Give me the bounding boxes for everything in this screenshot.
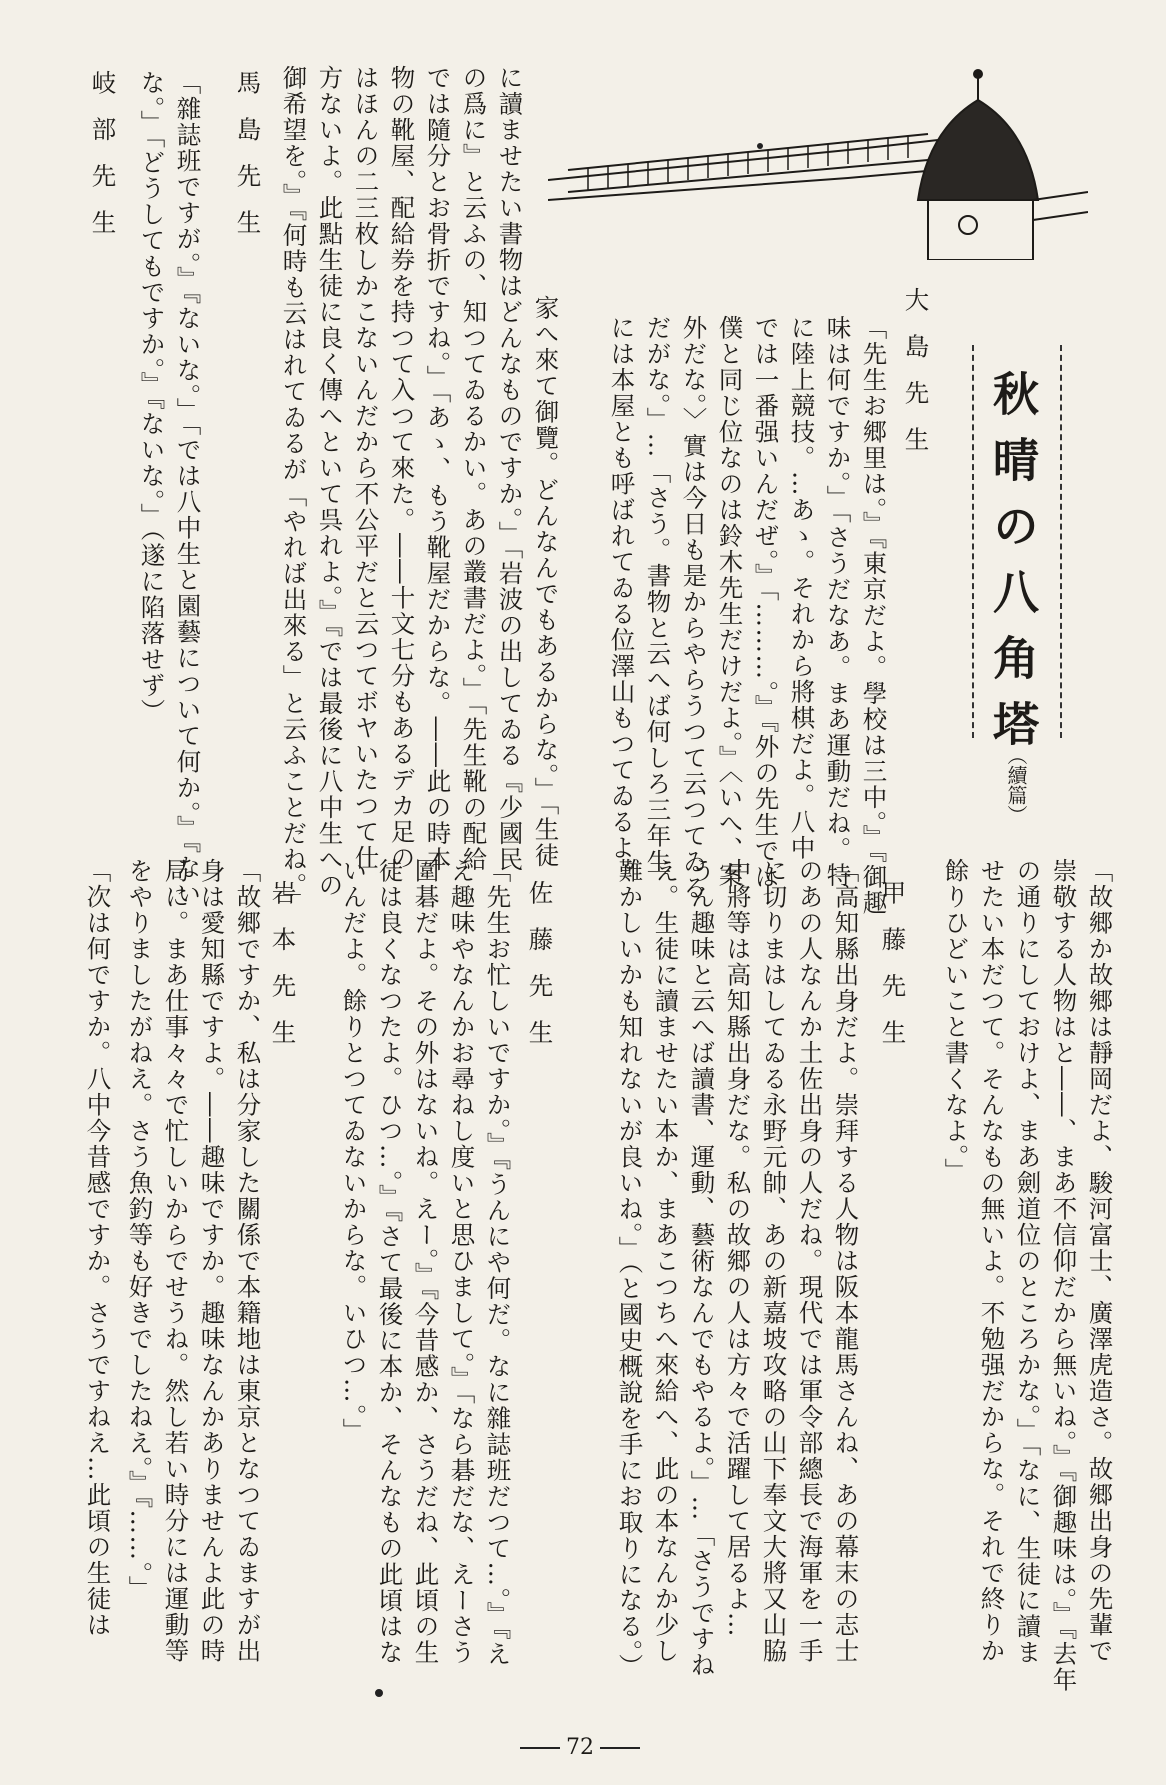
text-column: 「先生お郷里は。』『東京だよ。學校は三中。』『御趣 [859, 315, 889, 916]
text-column: 「先生お忙しいですか。』『うんにや何だ。なに雜誌班だつて…。』『え [483, 858, 513, 1667]
speaker-name: 佐藤先生 [525, 880, 555, 1066]
text-column: はほんの二三枚しかこないんだから不公平だと云つてボヤいたつて仕 [351, 65, 381, 871]
ink-dot [375, 1689, 383, 1697]
text-column: 「故郷ですか、私は分家した關係で本籍地は東京となつてゐますが出 [233, 858, 263, 1664]
text-column: 家へ來て御覽。どんなんでもあるからな。」「生徒 [531, 295, 561, 869]
speaker-name: 甲藤先生 [878, 880, 908, 1066]
text-column: 徒は良くなつたよ。ひつ…。』『さて最後に本か、そんなもの此頃はな [375, 858, 405, 1666]
text-column: 崇敬する人物はと――、まあ不信仰だから無いね。』『御趣味は。』『去年 [1049, 858, 1079, 1693]
text-column: え趣味やなんかお尋ねし度いと思ひまして。』「なら碁だな、えーさう [447, 858, 477, 1666]
text-column: だがな。」…「さう。書物と云へば何しろ三年生 [643, 315, 673, 875]
page-number [505, 1735, 655, 1760]
text-column: に切りまはしてゐる永野元帥、あの新嘉坡攻略の山下奉文大將又山脇 [759, 858, 789, 1664]
page-title: 秋晴の八角塔 [986, 370, 1040, 766]
rule-right [600, 1747, 640, 1749]
text-column: 僕と同じ位なのは鈴木先生だけだよ。』〈いへ、案 [715, 315, 745, 889]
text-column: 物の靴屋、配給券を持つて入つて來た。――十文七分もあるデカ足の [387, 65, 417, 871]
text-column: 身は愛知縣ですよ。――趣味ですか。趣味なんかありませんよ此の時 [197, 858, 227, 1664]
text-column: に讀ませたい書物はどんなものですか。」「岩波の出してゐる『少國民 [495, 65, 525, 873]
text-column: 外だな。〉實は今日も是からやらうつて云つてゐる [679, 315, 709, 901]
text-column: 方ないよ。此點生徒に良く傳へといて呉れよ。』『では最後に八中生への [315, 65, 345, 899]
text-column: のあの人なんか土佐出身の人だね。現代では軍令部總長で海軍を一手 [795, 858, 825, 1664]
text-column: 味は何ですか。」「さうだなあ。まあ運動だね。特 [823, 315, 853, 889]
text-column: 「次は何ですか。八中今昔感ですか。さうですねえ…此頃の生徒は [83, 858, 113, 1638]
ink-dot [757, 143, 763, 149]
text-column: な。」「どうしてもですか。』『ないな。」（遂に陷落せず） [137, 70, 167, 725]
speaker-name: 岐部先生 [88, 70, 118, 256]
octagonal-tower-illustration [548, 60, 1088, 260]
text-column: 「故郷か故郷は靜岡だよ、駿河富士、廣澤虎造さ。故郷出身の先輩で [1085, 858, 1115, 1664]
text-column: え。生徒に讀ませたい本か、まあこつちへ來給へ、此の本なんか少し [651, 858, 681, 1664]
page-subtitle: （續篇） [1004, 745, 1028, 825]
rule-left [520, 1747, 560, 1749]
speaker-name: 岩本先生 [268, 880, 298, 1066]
text-column: 中將等は高知縣出身だな。私の故郷の人は方々で活躍して居るよ… [723, 858, 753, 1638]
text-column: では隨分とお骨折ですね。」「あゝ、もう靴屋だからな。――此の時本 [423, 65, 453, 873]
text-column: では一番强いんだぜ。』「………。』『外の先生では [751, 315, 781, 890]
text-column: 「高知縣出身だよ。崇拜する人物は阪本龍馬さんね、あの幕末の志士 [831, 858, 861, 1664]
text-column: 餘りひどいこと書くなよ。」 [941, 858, 971, 1184]
page-number-text: 72 [566, 1735, 594, 1760]
speaker-name: 馬島先生 [233, 70, 263, 256]
text-column: いんだよ。餘りとつてゐないからな。いひつ…。」 [339, 858, 369, 1444]
text-column: 局に。まあ仕事々々で忙しいからでせうね。然し若い時分には運動等 [161, 858, 191, 1664]
text-column: うん趣味と云へば讀書、運動、藝術なんでもやるよ。」…「さうですね [687, 858, 717, 1678]
text-column: には本屋とも呼ばれてゐる位澤山もつてゐるよ。 [607, 315, 637, 887]
text-column: 難かしいかも知れないが良いね。」（と國史概說を手にお取りになる。） [615, 858, 645, 1680]
text-column: に陸上競技。…あゝ。それから將棋だよ。八中 [787, 315, 817, 861]
speaker-name: 大島先生 [901, 287, 931, 473]
text-column: の爲に』と云ふの、知つてゐるかい。あの叢書だよ。」「先生靴の配給 [459, 65, 489, 873]
text-column: 御希望を。』『何時も云はれてゐるが「やれば出來る」と云ふことだね。」 [279, 65, 309, 913]
text-column: の通りにしておけよ、まあ劍道位のところかな。」「なに、生徒に讀ま [1013, 858, 1043, 1666]
text-column: 「雜誌班ですが。』『ないな。」「では八中生と園藝について何か。』『ない [173, 70, 203, 907]
text-column: をやりましたがねえ。さう魚釣等も好きでしたねえ。』『……。」 [125, 858, 155, 1602]
text-column: 圍碁だよ。その外はないね。えー。』『今昔感か、さうだね、此頃の生 [411, 858, 441, 1666]
text-column: せたい本だつて。そんなもの無いよ。不勉强だからな。それで終りか [977, 858, 1007, 1664]
